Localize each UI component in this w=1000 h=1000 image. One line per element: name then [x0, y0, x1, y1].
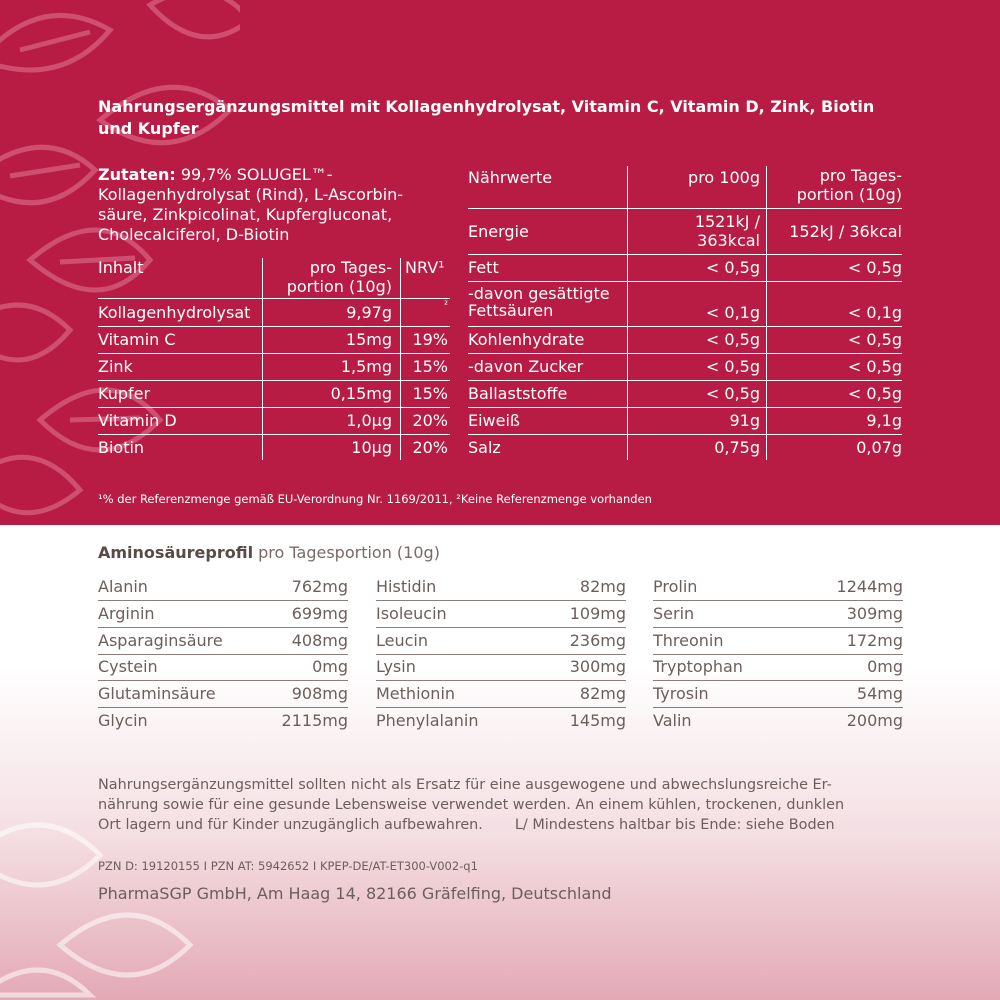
footnote: ¹% der Referenzmenge gemäß EU-Verordnung Nr. 1169/2011, ²Keine Referenzmenge vorhanden [98, 492, 652, 506]
content-row-name: Zink [98, 357, 133, 376]
nutrition-row-per100: < 0,1g [705, 303, 760, 322]
content-row-nrv: 19% [412, 330, 448, 349]
nutrition-header-per100: pro 100g [688, 168, 760, 187]
amino-divider [98, 627, 348, 628]
amino-value: 236mg [569, 630, 626, 650]
amino-value: 145mg [569, 711, 626, 730]
amino-name: Methionin [376, 684, 456, 704]
nutrition-row-portion: 9,1g [866, 411, 902, 430]
amino-divider [98, 600, 348, 601]
content-row-nrv: 15% [412, 357, 448, 376]
amino-name: Asparaginsäure [98, 630, 223, 650]
amino-value: 2115mg [281, 711, 348, 730]
amino-name: Prolin [653, 577, 698, 596]
content-row-name: Vitamin D [98, 411, 177, 430]
amino-name: Alanin [98, 577, 148, 596]
content-row-nrv: 20% [412, 411, 448, 430]
bottom-panel [0, 525, 1000, 1000]
amino-value: 300mg [569, 657, 626, 677]
content-row-name: Kollagenhydrolysat [98, 303, 251, 322]
content-row-amount: 10µg [351, 438, 392, 457]
amino-name: Tryptophan [653, 657, 743, 677]
nutrition-row-portion: < 0,5g [847, 384, 902, 403]
disclaimer [98, 775, 844, 835]
amino-name: Phenylalanin [376, 711, 479, 730]
ingredients-line: 99,7% SOLUGEL™- [175, 165, 333, 184]
amino-name: Valin [653, 711, 692, 730]
amino-value: 309mg [846, 603, 903, 623]
nutrition-row-per100: 1521kJ / 363kcal [694, 212, 760, 250]
amino-divider [376, 627, 626, 628]
amino-value: 762mg [291, 577, 348, 596]
amino-name: Glutaminsäure [98, 684, 216, 704]
amino-divider [653, 680, 903, 681]
amino-value: 54mg [856, 684, 903, 704]
nutrition-row-per100: < 0,5g [705, 357, 760, 376]
amino-divider [376, 680, 626, 681]
pzn-codes: PZN D: 19120155 I PZN AT: 5942652 I KPEP-DE/AT-ET300-V002-q1 [98, 859, 478, 873]
content-row-amount: 1,0µg [346, 411, 392, 430]
nutrition-row-portion: 152kJ / 36kcal [789, 222, 902, 241]
ingredients-line: Kollagenhydrolysat (Rind), L-Ascorbin- [98, 185, 404, 204]
nutrition-row-per100: < 0,5g [705, 258, 760, 277]
amino-name: Tyrosin [653, 684, 709, 704]
amino-divider [376, 600, 626, 601]
nutrition-header-name: Nährwerte [468, 168, 553, 187]
content-row-name: Kupfer [98, 384, 151, 403]
amino-value: 699mg [291, 603, 348, 623]
content-row-amount: 15mg [345, 330, 392, 349]
nutrition-row-portion: 0,07g [856, 438, 902, 457]
content-row-amount: 1,5mg [340, 357, 392, 376]
amino-name: Serin [653, 603, 695, 623]
amino-divider [653, 627, 903, 628]
amino-title: Aminosäureprofil pro Tagesportion (10g) [98, 543, 440, 562]
ingredients-line: Cholecalciferol, D-Biotin [98, 225, 290, 244]
amino-divider [376, 654, 626, 655]
nutrition-row-name: -davon Zucker [468, 357, 584, 376]
amino-value: 0mg [312, 657, 348, 677]
disclaimer-line: Nahrungsergänzungsmittel sollten nicht als Ersatz für eine ausgewogene und abwechslungsreiche Er- [98, 777, 832, 793]
leaf-pattern-icon [0, 525, 230, 1000]
content-row-name: Vitamin C [98, 330, 176, 349]
amino-name: Leucin [376, 630, 428, 650]
content-row-nrv: 20% [412, 438, 448, 457]
content-row-name: Biotin [98, 438, 145, 457]
nutrition-row-per100: < 0,5g [705, 330, 760, 349]
amino-divider [653, 707, 903, 708]
nutrition-row-per100: 91g [729, 411, 760, 430]
content-row-amount: 0,15mg [330, 384, 392, 403]
amino-divider [98, 680, 348, 681]
disclaimer-line: Ort lagern und für Kinder unzugänglich aufbewahren. L/ Mindestens haltbar bis Ende: siehe Boden [98, 817, 835, 833]
amino-divider [98, 707, 348, 708]
nutrition-row-name: Salz [468, 438, 501, 457]
nutrition-row-name: Energie [468, 222, 529, 241]
ingredients-line: säure, Zinkpicolinat, Kupfergluconat, [98, 205, 393, 224]
nutrition-row-portion: < 0,5g [847, 330, 902, 349]
manufacturer-address: PharmaSGP GmbH, Am Haag 14, 82166 Gräfelfing, Deutschland [98, 884, 612, 903]
amino-value: 172mg [846, 630, 903, 650]
amino-divider [376, 707, 626, 708]
amino-value: 908mg [291, 684, 348, 704]
nutrition-row-per100: 0,75g [714, 438, 760, 457]
content-row-amount: 9,97g [346, 303, 392, 322]
content-row-nrv: 15% [412, 384, 448, 403]
content-header-name: Inhalt [98, 258, 144, 277]
nutrition-row-name: Ballaststoffe [468, 384, 568, 403]
content-row-nrv: ² [443, 300, 448, 311]
amino-value: 408mg [291, 630, 348, 650]
nutrition-row-name: -davon gesättigte Fettsäuren [468, 284, 610, 320]
amino-value: 1244mg [836, 577, 903, 596]
amino-divider [653, 600, 903, 601]
amino-divider [653, 654, 903, 655]
ingredients [98, 165, 403, 245]
nutrition-row-name: Kohlenhydrate [468, 330, 585, 349]
disclaimer-line: nährung sowie für eine gesunde Lebensweise verwendet werden. An einem kühlen, trockenen, dunklen [98, 797, 845, 813]
amino-name: Threonin [653, 630, 724, 650]
nutrition-header-portion: pro Tages- portion (10g) [796, 166, 902, 204]
nutrition-row-portion: < 0,1g [847, 303, 902, 322]
amino-value: 0mg [867, 657, 903, 677]
content-header-portion: pro Tages- portion (10g) [286, 258, 392, 296]
amino-name: Histidin [376, 577, 437, 596]
nutrition-row-per100: < 0,5g [705, 384, 760, 403]
amino-value: 109mg [569, 603, 626, 623]
nutrition-row-name: Fett [468, 258, 499, 277]
amino-value: 82mg [579, 684, 626, 704]
amino-name: Isoleucin [376, 603, 447, 623]
amino-name: Glycin [98, 711, 148, 730]
content-header-nrv: NRV¹ [405, 258, 445, 277]
amino-name: Arginin [98, 603, 155, 623]
amino-value: 200mg [846, 711, 903, 730]
amino-name: Lysin [376, 657, 416, 677]
nutrition-row-name: Eiweiß [468, 411, 521, 430]
amino-value: 82mg [579, 577, 626, 596]
product-title: Nahrungsergänzungsmittel mit Kollagenhydrolysat, Vitamin C, Vitamin D, Zink, Biotin und Kupfer [98, 97, 875, 138]
amino-name: Cystein [98, 657, 158, 677]
nutrition-row-portion: < 0,5g [847, 258, 902, 277]
nutrition-row-portion: < 0,5g [847, 357, 902, 376]
amino-divider [98, 654, 348, 655]
ingredients-label: Zutaten: [98, 165, 176, 184]
